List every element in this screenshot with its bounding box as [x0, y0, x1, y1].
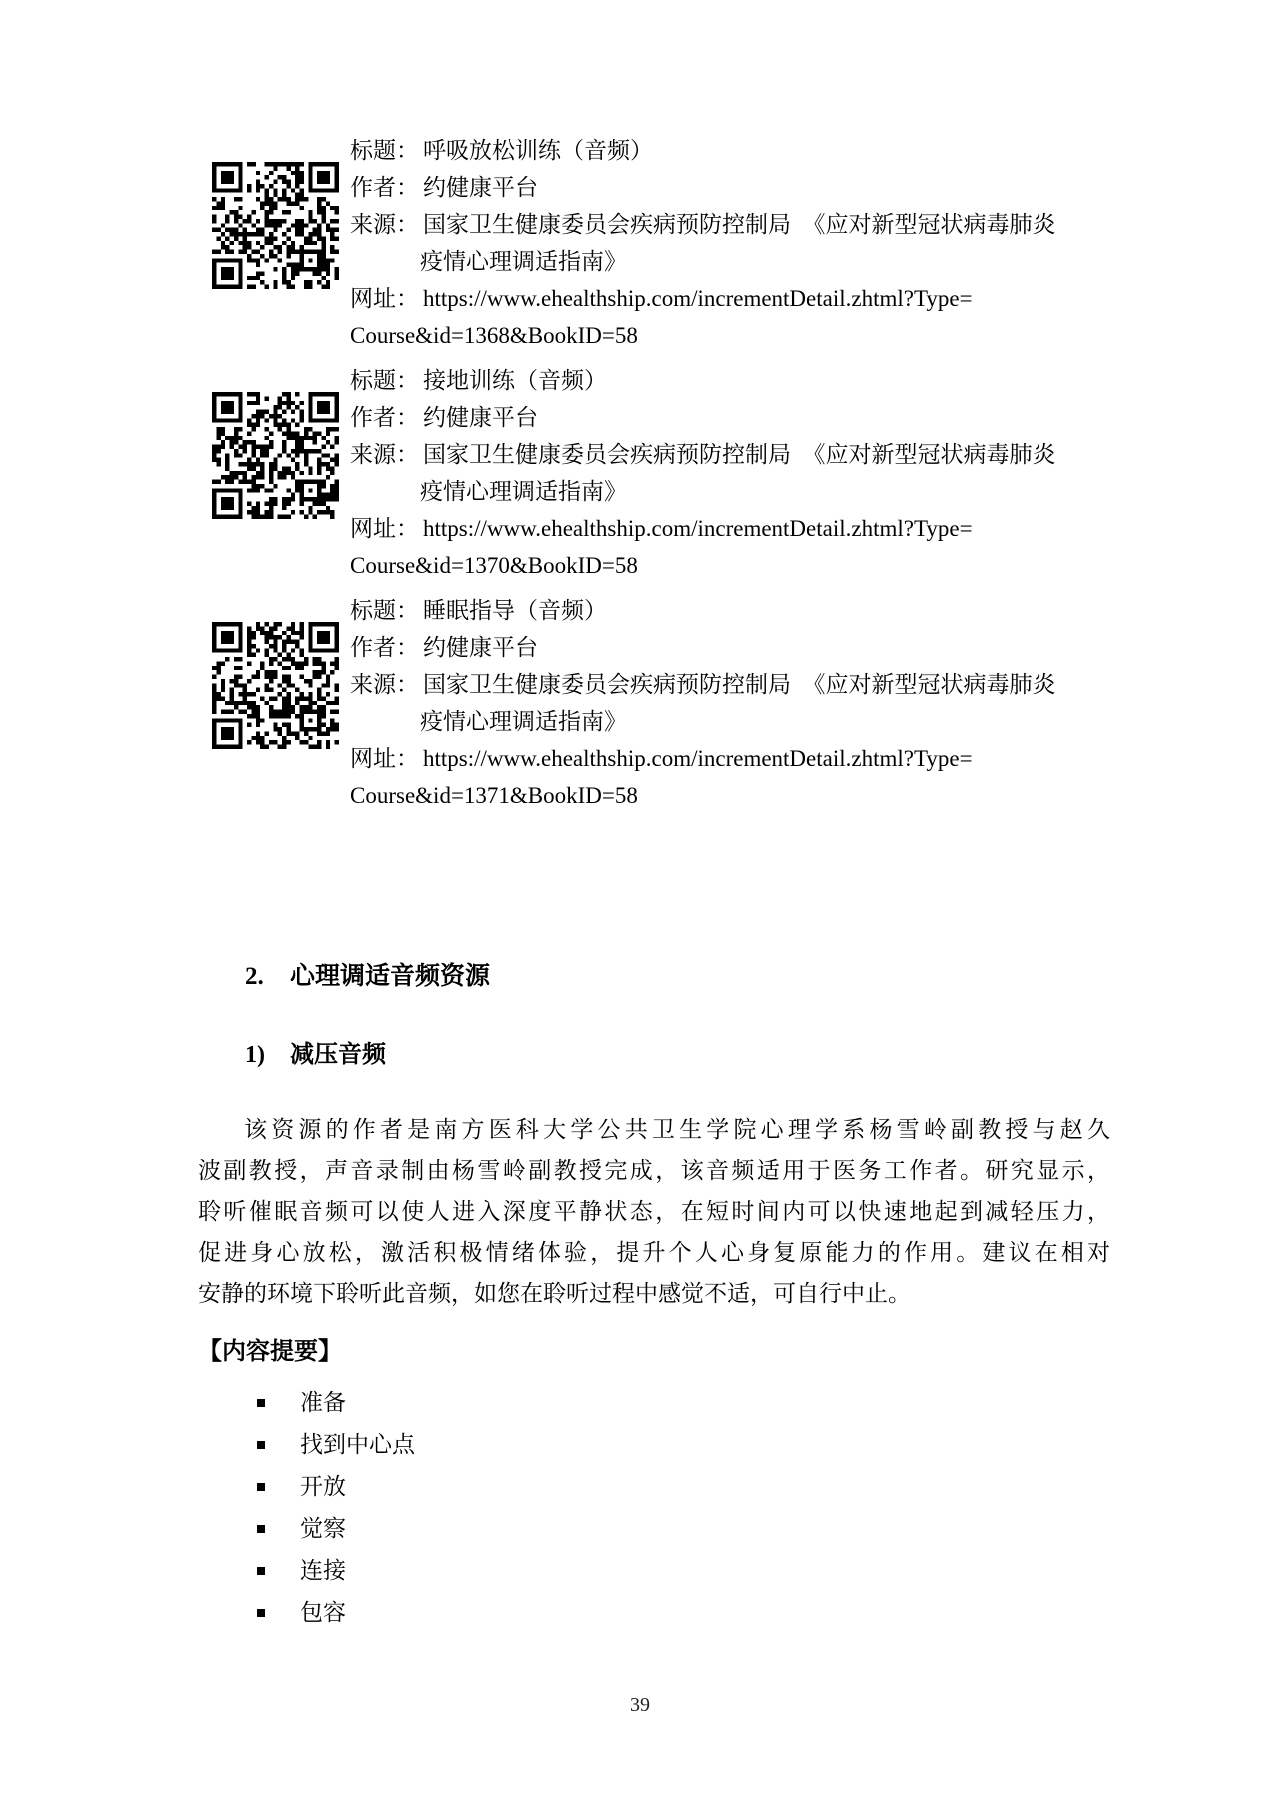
url-value-continued: Course&id=1370&BookID=58 [350, 553, 638, 578]
url-line-2 [350, 547, 1056, 584]
summary-heading: 【内容提要】 [198, 1339, 342, 1365]
resource-fields [350, 132, 1056, 354]
url-label: 网址： [350, 286, 419, 311]
list-item [198, 1466, 1110, 1508]
summary-list [198, 1382, 1110, 1634]
list-item [198, 1508, 1110, 1550]
source-label: 来源： [350, 672, 419, 697]
resource-block [198, 132, 1110, 354]
list-item [198, 1592, 1110, 1634]
url-line [350, 740, 1056, 777]
section-title: 心理调适音频资源 [290, 963, 491, 990]
list-item-label: 觉察 [300, 1516, 346, 1541]
title-value: 接地训练（音频） [423, 368, 607, 393]
list-item [198, 1550, 1110, 1592]
paragraph-line: 该资源的作者是南方医科大学公共卫生学院心理学系杨雪岭副教授与赵久 [244, 1117, 1110, 1142]
qr-code-image [212, 622, 339, 749]
paragraph-line: 安静的环境下聆听此音频，如您在聆听过程中感觉不适，可自行中止。 [198, 1281, 911, 1306]
paragraph-line: 聆听催眠音频可以使人进入深度平静状态，在短时间内可以快速地起到减轻压力， [198, 1199, 1110, 1224]
source-label: 来源： [350, 212, 419, 237]
page-content [198, 132, 1110, 1634]
list-item [198, 1382, 1110, 1424]
paragraph-line: 波副教授，声音录制由杨雪岭副教授完成，该音频适用于医务工作者。研究显示， [198, 1158, 1110, 1183]
source-value: 国家卫生健康委员会疾病预防控制局 《应对新型冠状病毒肺炎 [423, 672, 1056, 697]
list-item-label: 包容 [300, 1600, 346, 1625]
list-item-label: 准备 [300, 1390, 346, 1415]
section-number: 2. [245, 963, 264, 990]
list-item [198, 1424, 1110, 1466]
resource-fields [350, 592, 1056, 814]
subsection-number: 1) [245, 1042, 265, 1068]
list-item-label: 找到中心点 [300, 1432, 415, 1457]
source-line [350, 666, 1056, 703]
bullet-square-icon [257, 1567, 265, 1575]
list-item-label: 开放 [300, 1474, 346, 1499]
url-value: https://www.ehealthship.com/incrementDetail.zhtml?Type= [423, 286, 973, 311]
bullet-square-icon [257, 1525, 265, 1533]
source-line-2 [350, 703, 1056, 740]
body-paragraph [198, 1109, 1110, 1314]
url-value-continued: Course&id=1371&BookID=58 [350, 783, 638, 808]
qr-code-image [212, 392, 339, 519]
author-value: 约健康平台 [423, 175, 538, 200]
url-line-2 [350, 317, 1056, 354]
title-line [350, 132, 1056, 169]
title-line [350, 592, 1056, 629]
author-label: 作者： [350, 175, 419, 200]
url-line [350, 510, 1056, 547]
section-heading [245, 960, 1110, 993]
bullet-square-icon [257, 1609, 265, 1617]
author-value: 约健康平台 [423, 635, 538, 660]
list-item-label: 连接 [300, 1558, 346, 1583]
source-value: 国家卫生健康委员会疾病预防控制局 《应对新型冠状病毒肺炎 [423, 442, 1056, 467]
url-label: 网址： [350, 746, 419, 771]
source-line-2 [350, 243, 1056, 280]
author-line [350, 399, 1056, 436]
url-value: https://www.ehealthship.com/incrementDetail.zhtml?Type= [423, 746, 973, 771]
source-value-continued: 疫情心理调适指南》 [420, 709, 627, 734]
source-value: 国家卫生健康委员会疾病预防控制局 《应对新型冠状病毒肺炎 [423, 212, 1056, 237]
resource-block [198, 362, 1110, 584]
title-label: 标题： [350, 368, 419, 393]
title-label: 标题： [350, 138, 419, 163]
resource-block [198, 592, 1110, 814]
author-line [350, 169, 1056, 206]
url-value-continued: Course&id=1368&BookID=58 [350, 323, 638, 348]
author-line [350, 629, 1056, 666]
bullet-square-icon [257, 1483, 265, 1491]
paragraph-line: 促进身心放松，激活积极情绪体验，提升个人心身复原能力的作用。建议在相对 [198, 1240, 1110, 1265]
title-value: 睡眠指导（音频） [423, 598, 607, 623]
source-label: 来源： [350, 442, 419, 467]
url-label: 网址： [350, 516, 419, 541]
page-number: 39 [630, 1694, 650, 1716]
bullet-square-icon [257, 1441, 265, 1449]
subsection-title: 减压音频 [290, 1042, 386, 1068]
author-value: 约健康平台 [423, 405, 538, 430]
author-label: 作者： [350, 405, 419, 430]
qr-code-image [212, 162, 339, 289]
url-line-2 [350, 777, 1056, 814]
resource-fields [350, 362, 1056, 584]
author-label: 作者： [350, 635, 419, 660]
title-label: 标题： [350, 598, 419, 623]
title-line [350, 362, 1056, 399]
source-line-2 [350, 473, 1056, 510]
source-value-continued: 疫情心理调适指南》 [420, 479, 627, 504]
subsection-heading [245, 1039, 1110, 1071]
url-line [350, 280, 1056, 317]
source-value-continued: 疫情心理调适指南》 [420, 249, 627, 274]
source-line [350, 436, 1056, 473]
bullet-square-icon [257, 1399, 265, 1407]
title-value: 呼吸放松训练（音频） [423, 138, 653, 163]
source-line [350, 206, 1056, 243]
url-value: https://www.ehealthship.com/incrementDetail.zhtml?Type= [423, 516, 973, 541]
